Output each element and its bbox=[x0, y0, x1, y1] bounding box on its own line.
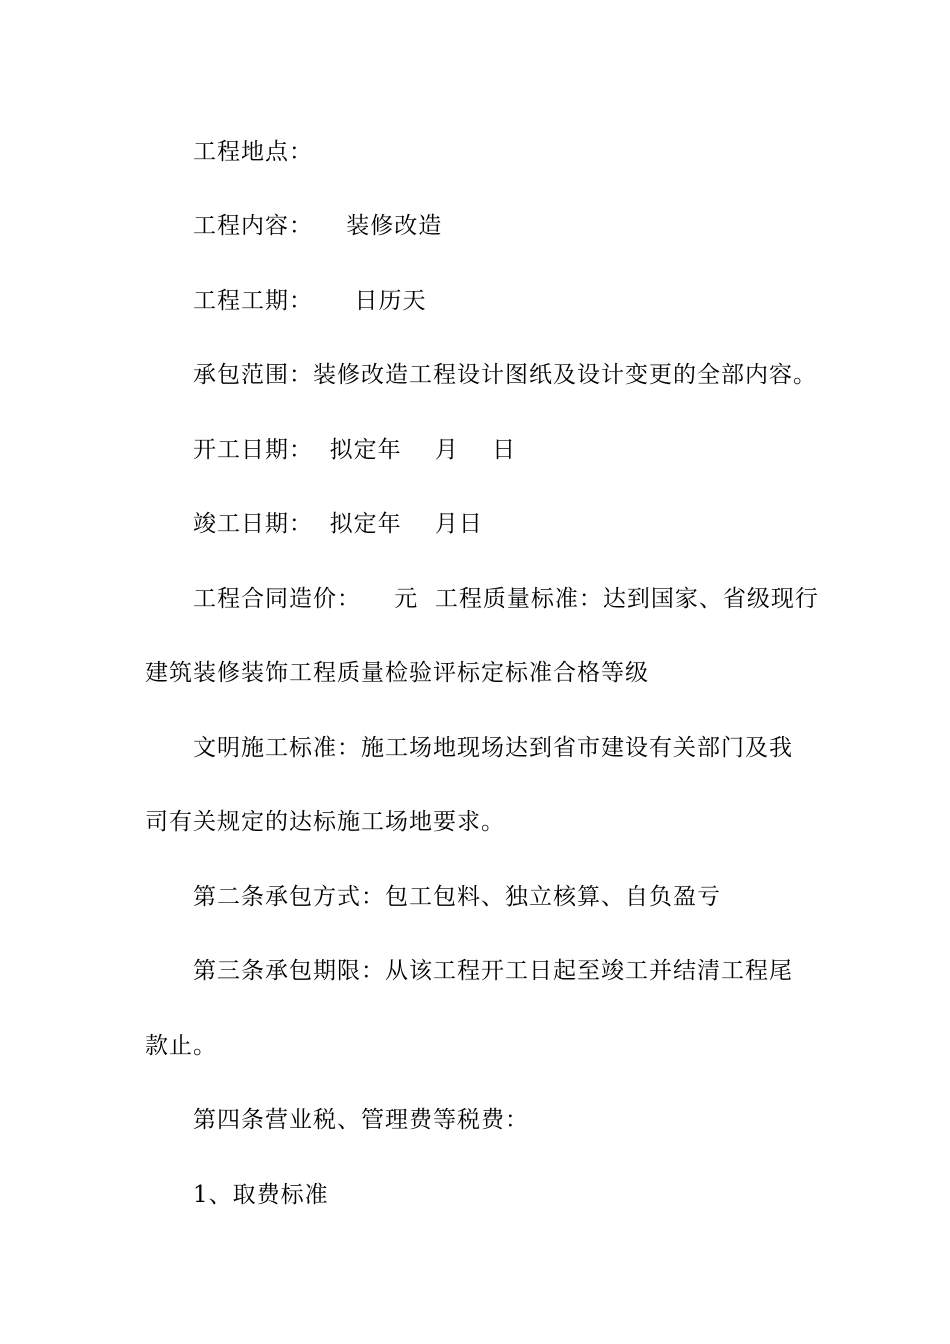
line-article-4: 第四条营业税、管理费等税费： bbox=[193, 1107, 529, 1133]
line-article-2: 第二条承包方式：包工包料、独立核算、自负盈亏 bbox=[193, 884, 721, 910]
line-project-duration: 工程工期： 日历天 bbox=[193, 288, 427, 314]
line-civilized-construction: 文明施工标准：施工场地现场达到省市建设有关部门及我 bbox=[193, 735, 793, 761]
line-start-date: 开工日期： 拟定年 月 日 bbox=[193, 437, 517, 463]
line-fee-standard: 1、取费标准 bbox=[193, 1182, 329, 1208]
line-article-3-cont: 款止。 bbox=[145, 1033, 217, 1059]
line-project-content: 工程内容： 装修改造 bbox=[193, 213, 443, 239]
line-contract-price: 工程合同造价： 元 工程质量标准：达到国家、省级现行 bbox=[193, 586, 819, 612]
line-completion-date: 竣工日期： 拟定年 月日 bbox=[193, 511, 483, 537]
line-project-location: 工程地点： bbox=[193, 139, 313, 165]
line-contract-scope: 承包范围：装修改造工程设计图纸及设计变更的全部内容。 bbox=[193, 362, 817, 388]
line-article-3: 第三条承包期限：从该工程开工日起至竣工并结清工程尾 bbox=[193, 958, 793, 984]
line-civilized-construction-cont: 司有关规定的达标施工场地要求。 bbox=[145, 809, 505, 835]
line-quality-standard-cont: 建筑装修装饰工程质量检验评标定标准合格等级 bbox=[145, 660, 649, 686]
